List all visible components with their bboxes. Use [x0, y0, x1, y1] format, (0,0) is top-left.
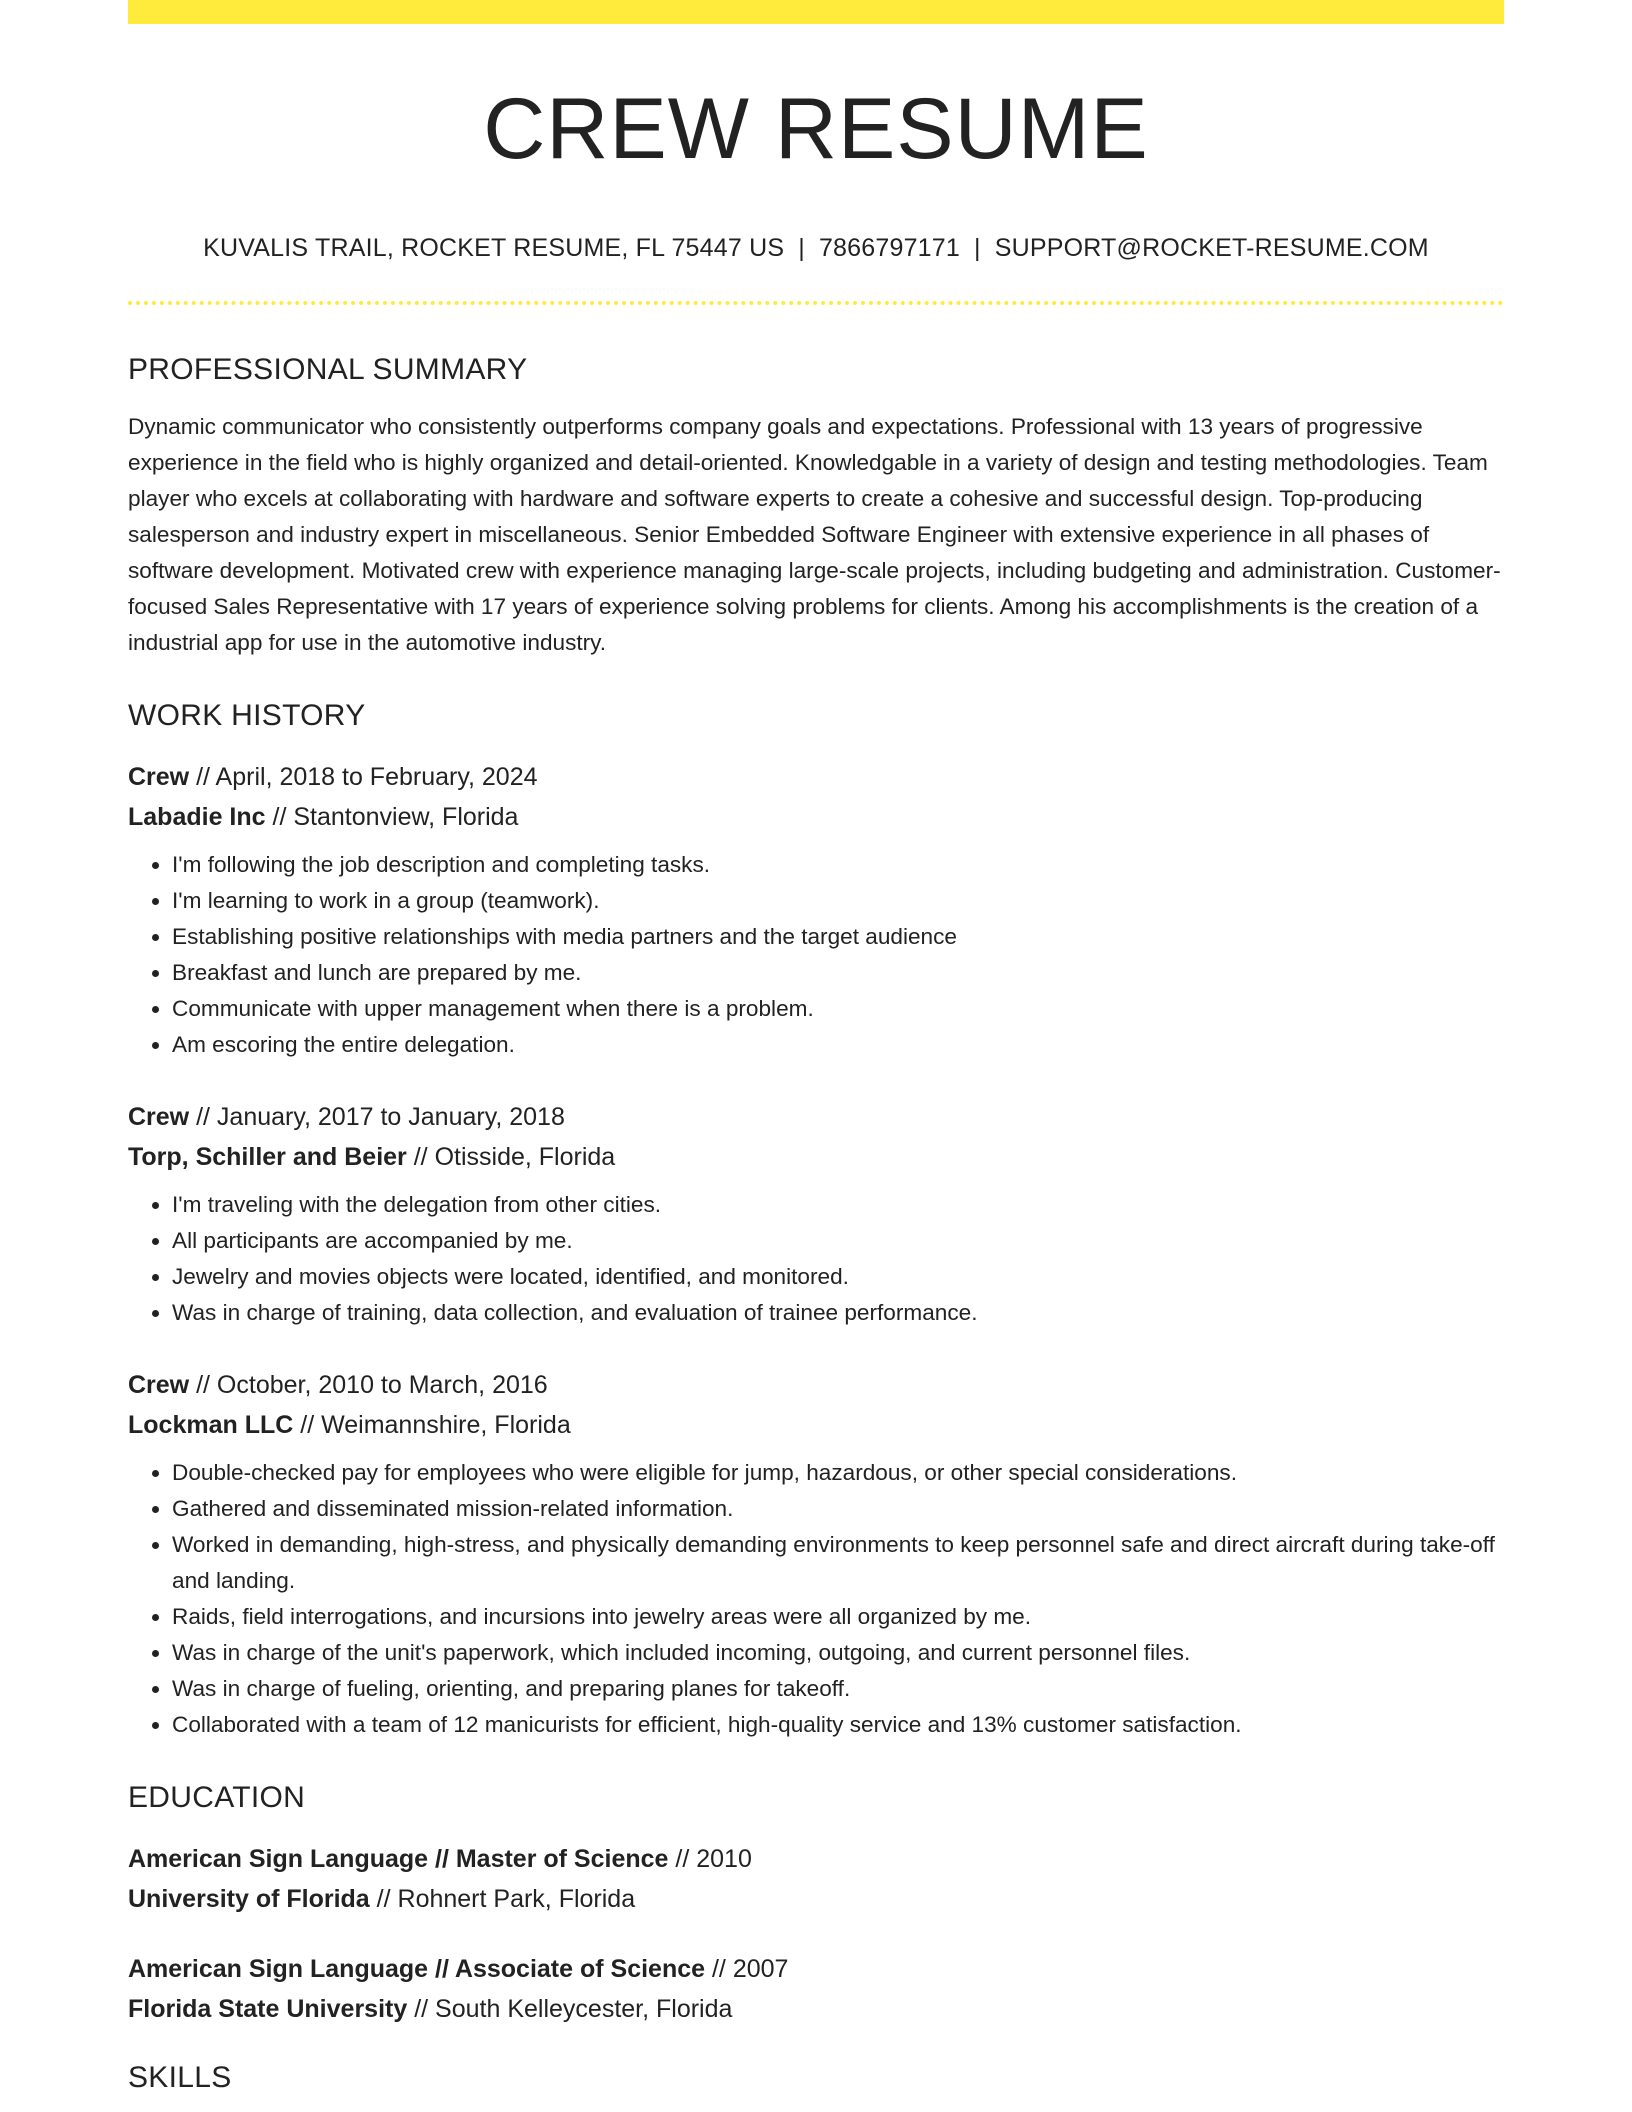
dotted-divider	[128, 301, 1504, 305]
job-company: Lockman LLC	[128, 1411, 294, 1439]
list-item: • Am escoring the entire delegation.	[172, 1027, 1504, 1063]
job-title-line	[128, 1097, 1504, 1137]
education-school: Florida State University	[128, 1995, 408, 2023]
list-item: • Was in charge of fueling, orienting, and preparing planes for takeoff.	[172, 1671, 1504, 1707]
list-item: • Double-checked pay for employees who were eligible for jump, hazardous, or other special considerations.	[172, 1455, 1504, 1491]
list-item: • I'm traveling with the delegation from other cities.	[172, 1187, 1504, 1223]
education-degree: American Sign Language // Associate of Science	[128, 1955, 706, 1983]
job-bullets	[128, 847, 1504, 1063]
job-dates: // January, 2017 to January, 2018	[196, 1103, 565, 1131]
list-item: • All participants are accompanied by me.	[172, 1223, 1504, 1259]
job-dates: // October, 2010 to March, 2016	[196, 1371, 548, 1399]
education-school: University of Florida	[128, 1885, 370, 1913]
education-year: // 2007	[711, 1955, 789, 1983]
resume-name: CREW RESUME	[483, 81, 1149, 177]
job-entry	[128, 1097, 1504, 1331]
job-company-line	[128, 797, 1504, 837]
job-entry	[128, 757, 1504, 1063]
list-item: • Jewelry and movies objects were located, identified, and monitored.	[172, 1259, 1504, 1295]
resume-page	[128, 0, 1504, 2093]
accent-top-bar	[128, 0, 1504, 24]
education-entry	[128, 1839, 1504, 1919]
list-item: • Was in charge of training, data collection, and evaluation of trainee performance.	[172, 1295, 1504, 1331]
job-company-line	[128, 1405, 1504, 1445]
job-bullets	[128, 1187, 1504, 1331]
education-entry	[128, 1949, 1504, 2029]
job-company: Torp, Schiller and Beier	[128, 1143, 407, 1171]
contact-phone: 7866797171	[818, 234, 960, 262]
job-entry	[128, 1365, 1504, 1743]
education-school-line	[128, 1989, 1504, 2029]
job-role: Crew	[128, 763, 190, 791]
job-location: // Weimannshire, Florida	[300, 1411, 571, 1439]
contact-line	[128, 236, 1504, 261]
list-item: • Breakfast and lunch are prepared by me.	[172, 955, 1504, 991]
job-location: // Otisside, Florida	[413, 1143, 616, 1171]
job-bullets	[128, 1455, 1504, 1743]
list-item: • I'm following the job description and completing tasks.	[172, 847, 1504, 883]
list-item: • Worked in demanding, high-stress, and physically demanding environments to keep personnel safe and direct aircraft during take-off and landing.	[172, 1527, 1504, 1599]
skills-heading: SKILLS	[128, 2061, 232, 2094]
contact-email: SUPPORT@ROCKET-RESUME.COM	[994, 234, 1429, 262]
contact-address: KUVALIS TRAIL, ROCKET RESUME, FL 75447 US	[203, 234, 785, 262]
education-degree-line	[128, 1949, 1504, 1989]
education-location: // Rohnert Park, Florida	[376, 1885, 636, 1913]
education-location: // South Kelleycester, Florida	[414, 1995, 733, 2023]
list-item: • Communicate with upper management when there is a problem.	[172, 991, 1504, 1027]
list-item: • Raids, field interrogations, and incursions into jewelry areas were all organized by me.	[172, 1599, 1504, 1635]
education-heading: EDUCATION	[128, 1781, 306, 1814]
summary-text: Dynamic communicator who consistently outperforms company goals and expectations. Professional with 13 years of progressive experience in the field who is highly organized and detail-oriented. Knowledgable in a variety of design and testing methodologies. Team player who excels at collaborating with hardware and software experts to create a cohesive and successful design. Top-producing salesperson and industry expert in miscellaneous. Senior Embedded Software Engineer with extensive experience in all phases of software development. Motivated crew with experience managing large-scale projects, including budgeting and administration. Customer-focused Sales Representative with 17 years of experience solving problems for clients. Among his accomplishments is the creation of a industrial app for use in the automotive industry.	[128, 414, 1501, 655]
job-role: Crew	[128, 1103, 190, 1131]
job-title-line	[128, 757, 1504, 797]
contact-separator: |	[974, 234, 981, 262]
job-location: // Stantonview, Florida	[272, 803, 519, 831]
education-degree: American Sign Language // Master of Science	[128, 1845, 669, 1873]
job-company-line	[128, 1137, 1504, 1177]
job-dates: // April, 2018 to February, 2024	[196, 763, 538, 791]
contact-separator: |	[798, 234, 805, 262]
job-role: Crew	[128, 1371, 190, 1399]
list-item: • Collaborated with a team of 12 manicurists for efficient, high-quality service and 13% customer satisfaction.	[172, 1707, 1504, 1743]
job-company: Labadie Inc	[128, 803, 266, 831]
list-item: • Establishing positive relationships with media partners and the target audience	[172, 919, 1504, 955]
list-item: • Gathered and disseminated mission-related information.	[172, 1491, 1504, 1527]
education-year: // 2010	[675, 1845, 752, 1873]
work-history-heading: WORK HISTORY	[128, 699, 366, 732]
list-item: • I'm learning to work in a group (teamwork).	[172, 883, 1504, 919]
education-school-line	[128, 1879, 1504, 1919]
job-title-line	[128, 1365, 1504, 1405]
list-item: • Was in charge of the unit's paperwork, which included incoming, outgoing, and current personnel files.	[172, 1635, 1504, 1671]
summary-heading: PROFESSIONAL SUMMARY	[128, 353, 528, 386]
education-degree-line	[128, 1839, 1504, 1879]
